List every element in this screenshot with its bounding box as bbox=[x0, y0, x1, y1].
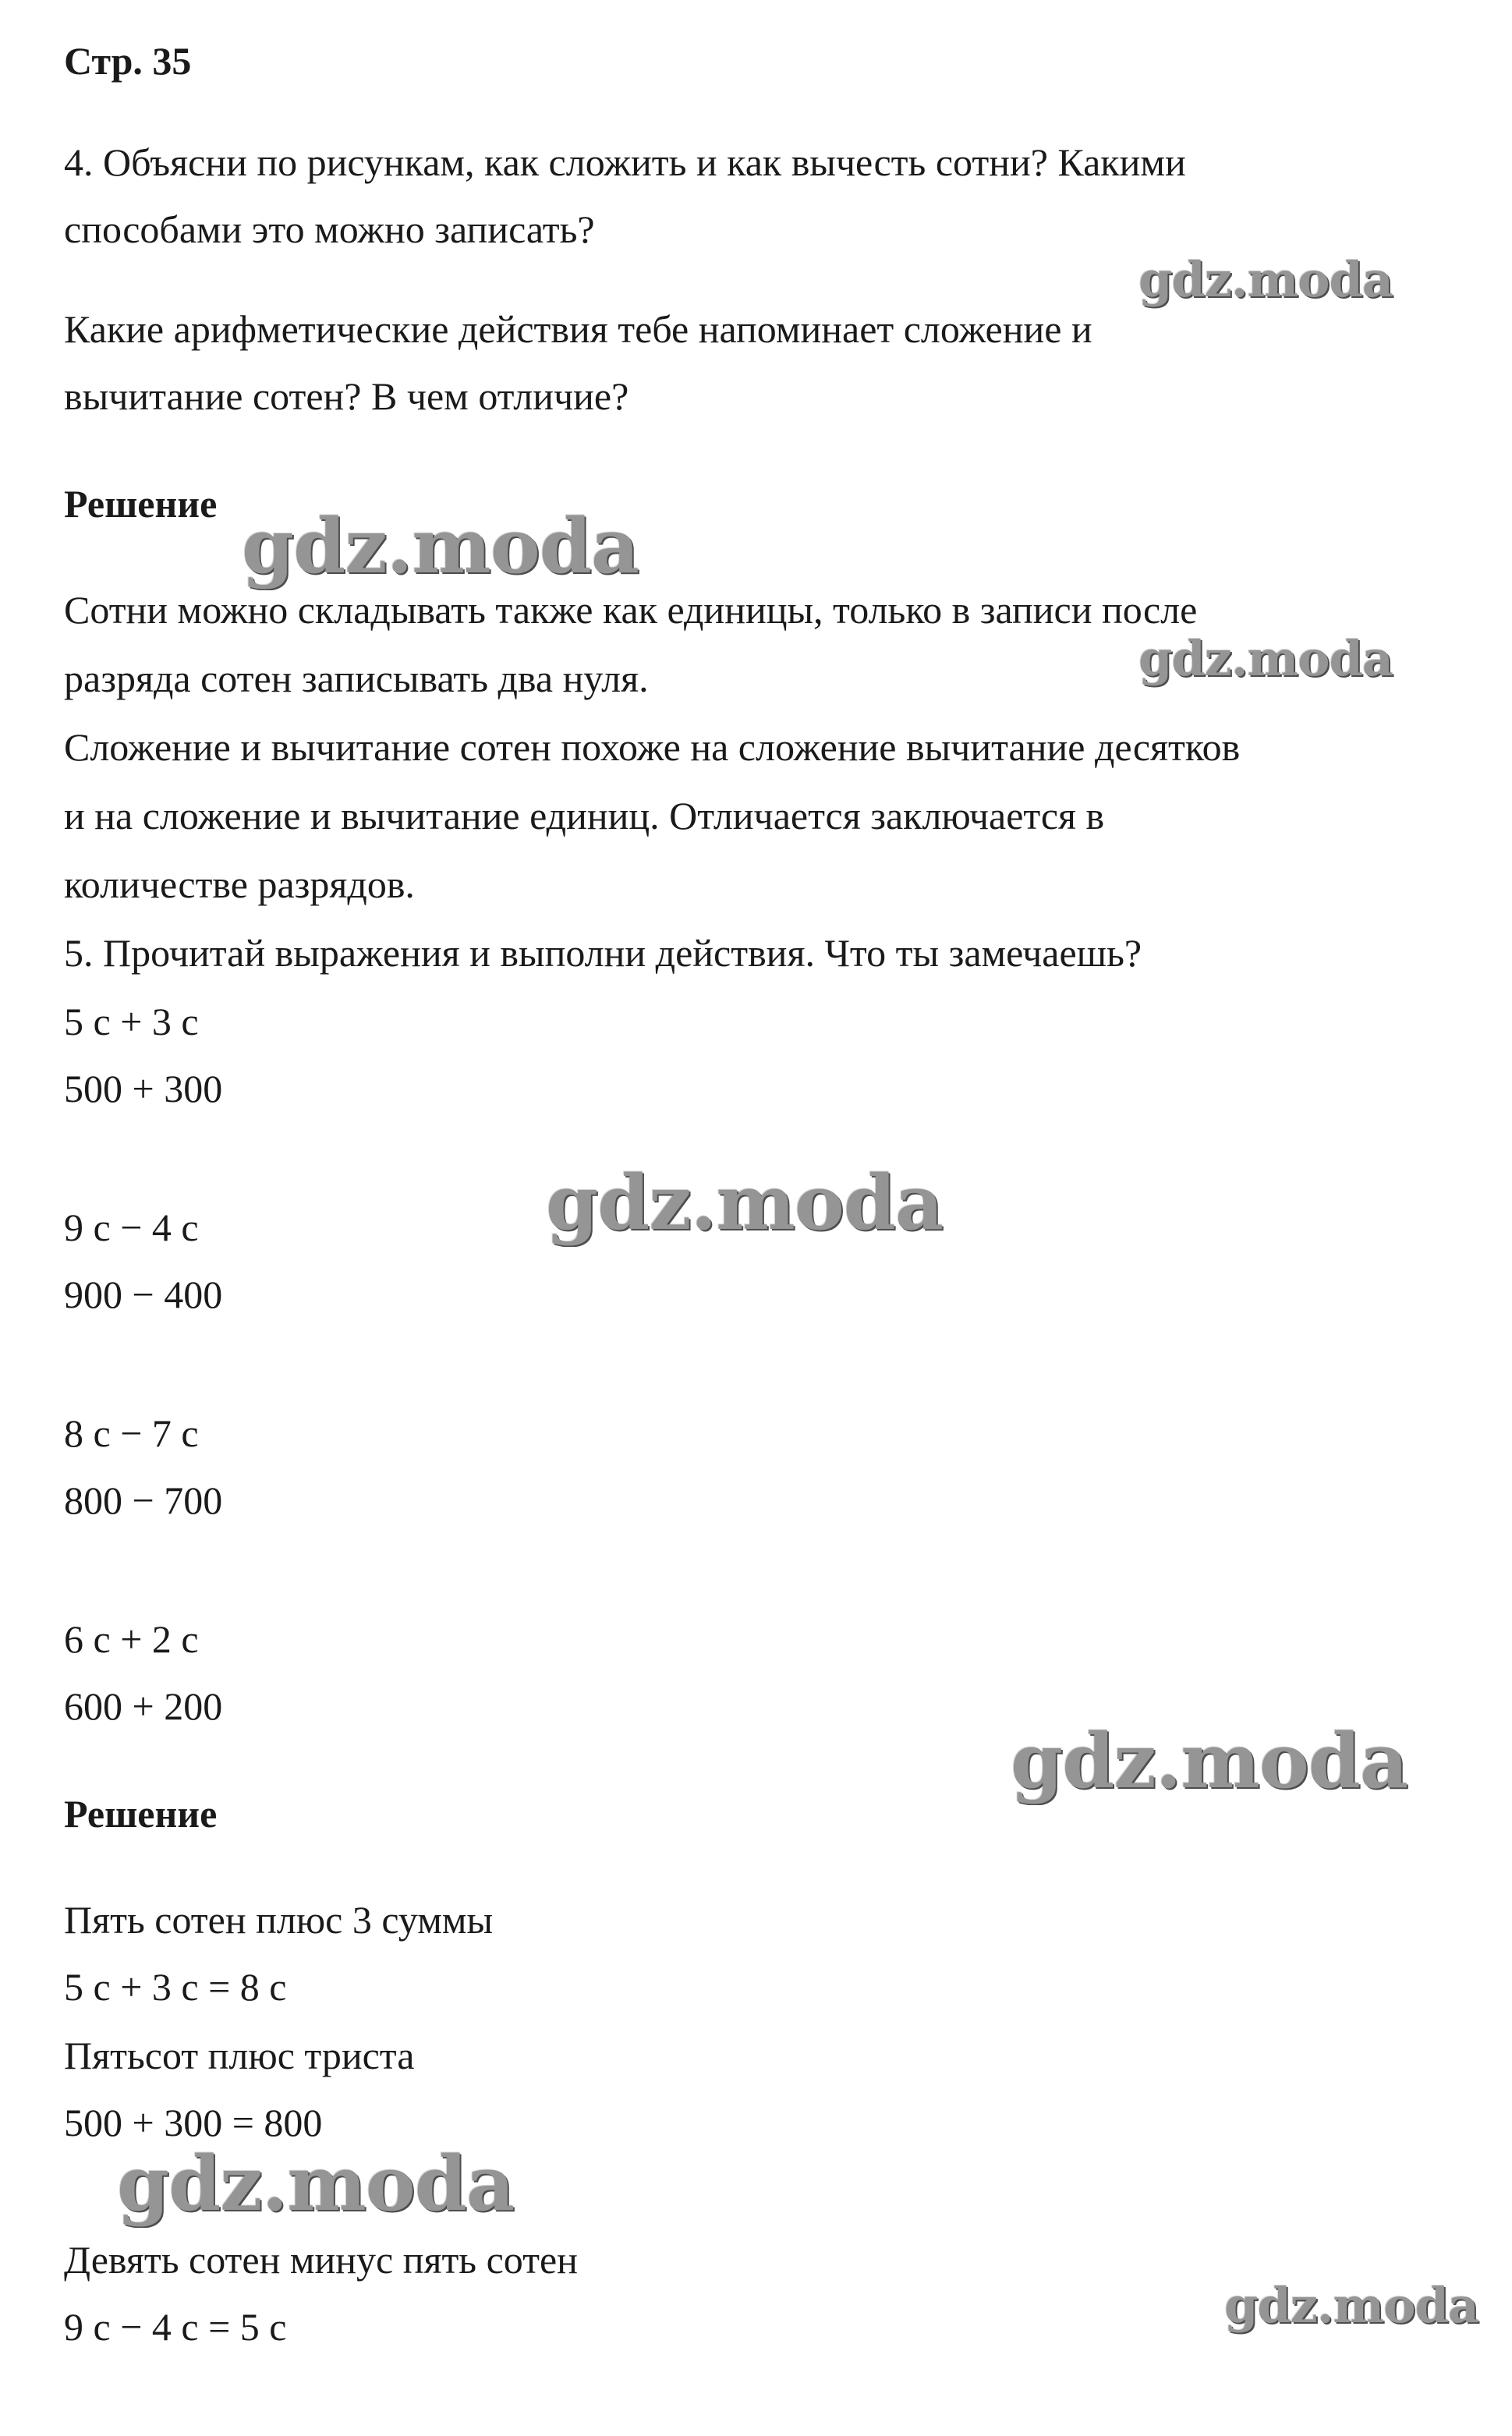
page-title: Стр. 35 bbox=[64, 39, 192, 83]
task5-answer-line-6: 9 с − 4 с = 5 с bbox=[64, 2305, 287, 2349]
watermark: gdz.moda bbox=[1138, 251, 1393, 308]
watermark: gdz.moda bbox=[117, 2140, 515, 2228]
task5-solution-heading: Решение bbox=[64, 1792, 218, 1836]
task4-question-line-4: вычитание сотен? В чем отличие? bbox=[64, 374, 629, 418]
task5-answer-line-3: Пятьсот плюс триста bbox=[64, 2034, 415, 2077]
task5-expression-8: 600 + 200 bbox=[64, 1684, 223, 1728]
task5-expression-4: 900 − 400 bbox=[64, 1273, 223, 1316]
task4-solution-heading: Решение bbox=[64, 482, 218, 526]
task4-question-line-2: способами это можно записать? bbox=[64, 207, 595, 251]
task4-answer-line-3: Сложение и вычитание сотен похоже на сложение вычитание десятков bbox=[64, 725, 1241, 769]
watermark: gdz.moda bbox=[1224, 2277, 1478, 2334]
watermark: gdz.moda bbox=[242, 502, 639, 590]
task4-answer-line-5: количестве разрядов. bbox=[64, 862, 415, 906]
task5-expression-7: 6 с + 2 с bbox=[64, 1617, 199, 1661]
task5-question: 5. Прочитай выражения и выполни действия. Что ты замечаешь? bbox=[64, 931, 1142, 975]
watermark: gdz.moda bbox=[1011, 1717, 1408, 1805]
task5-answer-line-4: 500 + 300 = 800 bbox=[64, 2101, 323, 2144]
task4-question-line-1: 4. Объясни по рисункам, как сложить и как вычесть сотни? Какими bbox=[64, 140, 1186, 184]
watermark: gdz.moda bbox=[1138, 630, 1393, 687]
task5-expression-5: 8 с − 7 с bbox=[64, 1411, 199, 1455]
task5-expression-2: 500 + 300 bbox=[64, 1067, 223, 1110]
task5-expression-3: 9 с − 4 с bbox=[64, 1206, 199, 1249]
task4-answer-line-2: разряда сотен записывать два нуля. bbox=[64, 657, 649, 700]
task4-answer-line-1: Сотни можно складывать также как единицы, только в записи после bbox=[64, 588, 1198, 632]
task5-answer-line-2: 5 с + 3 с = 8 с bbox=[64, 1965, 287, 2009]
task5-answer-line-1: Пять сотен плюс 3 суммы bbox=[64, 1898, 494, 1942]
task5-expression-1: 5 с + 3 с bbox=[64, 1000, 199, 1043]
task4-question-line-3: Какие арифметические действия тебе напоминает сложение и bbox=[64, 307, 1092, 351]
task5-expression-6: 800 − 700 bbox=[64, 1478, 223, 1522]
task4-answer-line-4: и на сложение и вычитание единиц. Отличается заключается в bbox=[64, 794, 1105, 837]
watermark: gdz.moda bbox=[546, 1159, 944, 1247]
task5-answer-line-5: Девять сотен минус пять сотен bbox=[64, 2238, 578, 2282]
